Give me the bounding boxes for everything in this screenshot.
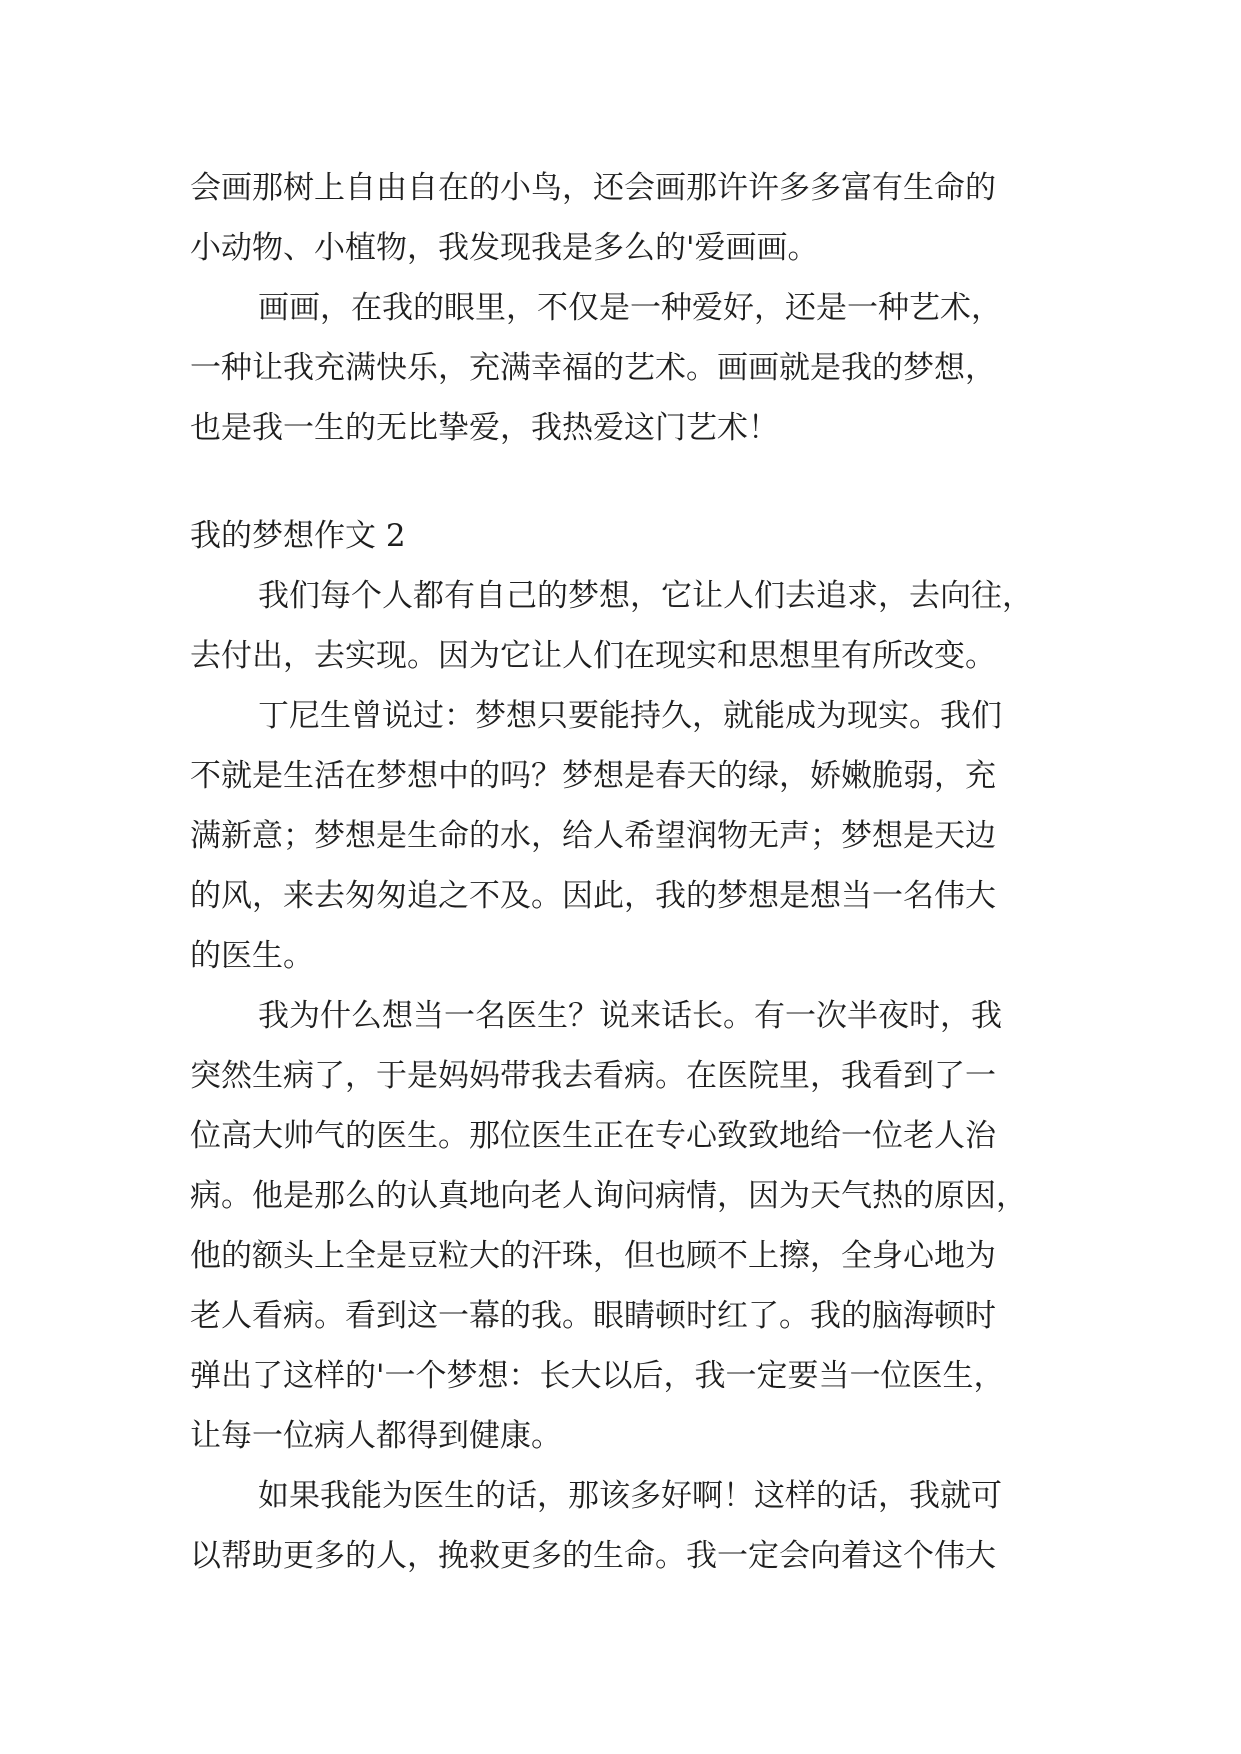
paragraph-line: 的医生。 — [190, 938, 314, 974]
paragraph — [190, 1466, 1050, 1586]
paragraph-line: 老人看病。看到这一幕的我。眼睛顿时红了。我的脑海顿时 — [190, 1298, 996, 1334]
section-heading: 我的梦想作文 2 — [190, 518, 406, 554]
paragraph — [190, 566, 1050, 686]
paragraph-line: 我们每个人都有自己的梦想，它让人们去追求，去向往， — [258, 578, 1033, 614]
paragraph-line: 以帮助更多的人，挽救更多的生命。我一定会向着这个伟大 — [190, 1538, 996, 1574]
paragraph-line: 也是我一生的无比挚爱，我热爱这门艺术！ — [190, 410, 779, 446]
paragraph-line: 我为什么想当一名医生？说来话长。有一次半夜时，我 — [258, 998, 1002, 1034]
paragraph-line: 去付出，去实现。因为它让人们在现实和思想里有所改变。 — [190, 638, 996, 674]
paragraph-line: 他的额头上全是豆粒大的汗珠，但也顾不上擦，全身心地为 — [190, 1238, 996, 1274]
paragraph-line: 让每一位病人都得到健康。 — [190, 1418, 562, 1454]
document-body — [190, 158, 1050, 1586]
paragraph-line: 的风，来去匆匆追之不及。因此，我的梦想是想当一名伟大 — [190, 878, 996, 914]
paragraph — [190, 158, 1050, 278]
section-spacer — [190, 458, 1050, 506]
paragraph-line: 会画那树上自由自在的小鸟，还会画那许许多多富有生命的 — [190, 170, 996, 206]
paragraph-line: 画画，在我的眼里，不仅是一种爱好，还是一种艺术， — [258, 290, 1002, 326]
paragraph-line: 满新意；梦想是生命的水，给人希望润物无声；梦想是天边 — [190, 818, 996, 854]
paragraph-line: 病。他是那么的认真地向老人询问病情，因为天气热的原因， — [190, 1178, 1027, 1214]
paragraph — [190, 278, 1050, 458]
paragraph — [190, 686, 1050, 986]
paragraph-line: 不就是生活在梦想中的吗？梦想是春天的绿，娇嫩脆弱，充 — [190, 758, 996, 794]
paragraph-line: 小动物、小植物，我发现我是多么的'爱画画。 — [190, 230, 819, 266]
paragraph-line: 弹出了这样的'一个梦想：长大以后，我一定要当一位医生， — [190, 1358, 1005, 1394]
paragraph — [190, 986, 1050, 1466]
paragraph-line: 丁尼生曾说过：梦想只要能持久，就能成为现实。我们 — [258, 698, 1002, 734]
paragraph-line: 突然生病了，于是妈妈带我去看病。在医院里，我看到了一 — [190, 1058, 996, 1094]
paragraph-line: 位高大帅气的医生。那位医生正在专心致致地给一位老人治 — [190, 1118, 996, 1154]
paragraph-line: 一种让我充满快乐，充满幸福的艺术。画画就是我的梦想， — [190, 350, 996, 386]
paragraph-line: 如果我能为医生的话，那该多好啊！这样的话，我就可 — [258, 1478, 1002, 1514]
